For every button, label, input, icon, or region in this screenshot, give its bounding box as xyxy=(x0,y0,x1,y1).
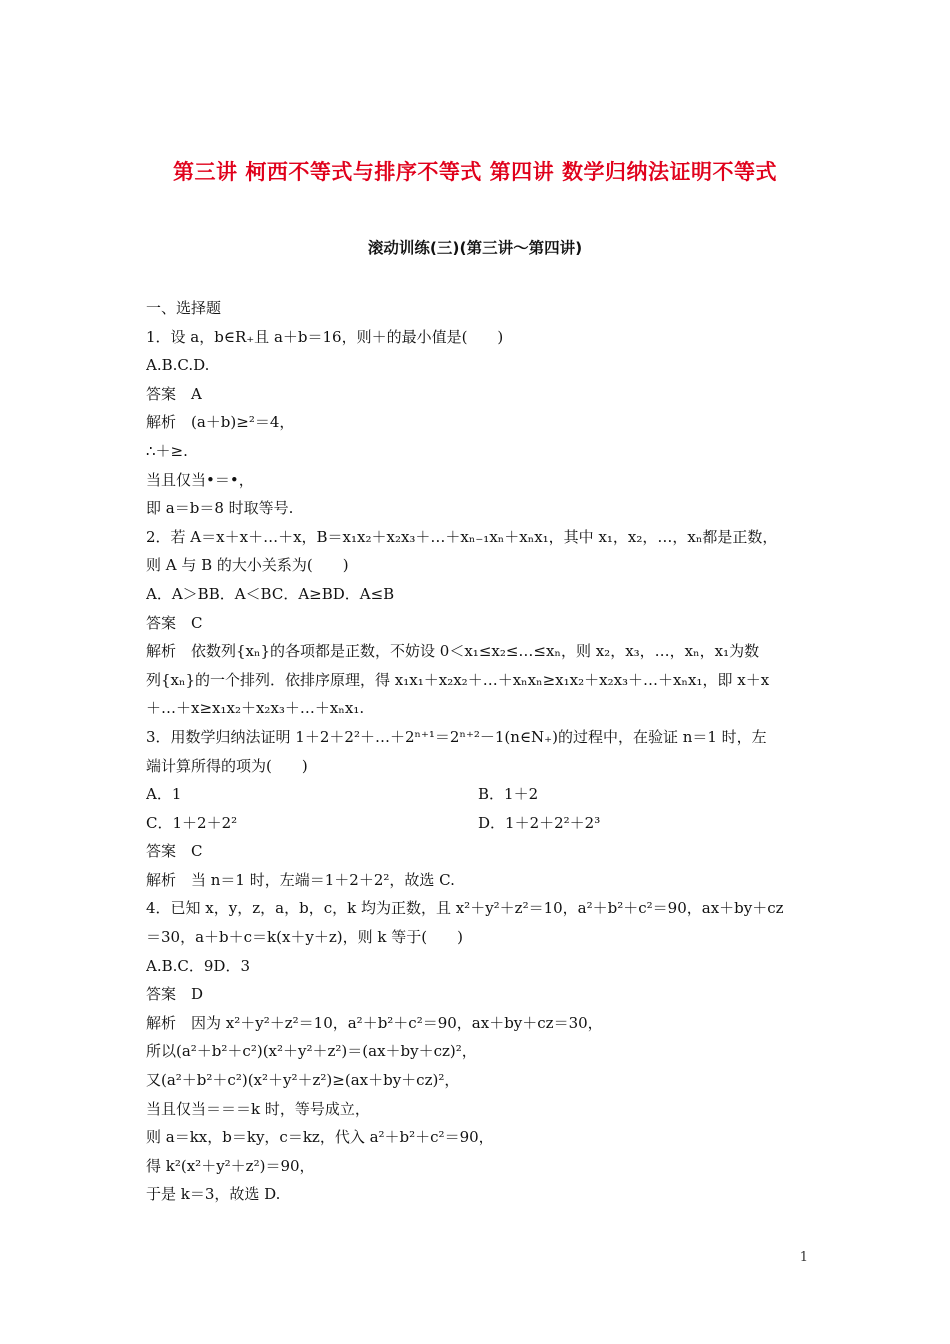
document-title: 第三讲 柯西不等式与排序不等式 第四讲 数学归纳法证明不等式 xyxy=(173,160,777,184)
question-1-options: A.B.C.D. xyxy=(146,356,210,375)
question-3: 3．用数学归纳法证明 1＋2＋2²＋…＋2ⁿ⁺¹＝2ⁿ⁺²－1(n∈N₊)的过程中，在验证 n＝1 时，左 xyxy=(146,727,767,746)
question-1-solution: ∴＋≥. xyxy=(146,441,188,460)
option-d: D．1＋2＋2²＋2³ xyxy=(478,813,601,832)
question-2-answer: 答案 C xyxy=(146,613,203,632)
question-4-answer: 答案 D xyxy=(146,985,204,1004)
question-4-solution: 当且仅当＝＝＝k 时，等号成立， xyxy=(146,1099,370,1118)
document-body xyxy=(146,294,810,1209)
question-2-solution: ＋…＋x≥x₁x₂＋x₂x₃＋…＋xₙx₁. xyxy=(146,699,365,718)
question-2-options: A．A＞BB．A＜BC．A≥BD．A≤B xyxy=(146,584,395,603)
question-4: 4．已知 x，y，z，a，b，c，k 均为正数，且 x²＋y²＋z²＝10，a²＋b²＋c²＝90，ax＋by＋cz xyxy=(146,899,784,918)
question-1-solution: 即 a＝b＝8 时取等号. xyxy=(146,499,294,518)
question-4-solution: 得 k²(x²＋y²＋z²)＝90， xyxy=(146,1156,315,1175)
question-2-solution: 列{xₙ}的一个排列．依排序原理，得 x₁x₁＋x₂x₂＋…＋xₙxₙ≥x₁x₂＋x₂x₃＋…＋xₙx₁，即 x＋x xyxy=(146,670,770,689)
question-4-solution: 则 a＝kx，b＝ky，c＝kz，代入 a²＋b²＋c²＝90， xyxy=(146,1128,494,1147)
question-3: 端计算所得的项为( ) xyxy=(146,756,308,775)
question-1: 1．设 a，b∈R₊且 a＋b＝16，则＋的最小值是( ) xyxy=(146,327,504,346)
question-4-options: A.B.C．9D．3 xyxy=(146,956,250,975)
question-3-answer: 答案 C xyxy=(146,842,203,861)
question-2-solution: 解析 依数列{xₙ}的各项都是正数，不妨设 0＜x₁≤x₂≤…≤xₙ，则 x₂，x₃，…，xₙ，x₁为数 xyxy=(146,642,760,661)
section-heading: 一、选择题 xyxy=(146,299,222,317)
document-subtitle: 滚动训练(三)(第三讲～第四讲) xyxy=(367,239,583,257)
question-1-answer: 答案 A xyxy=(146,384,202,403)
question-1-solution: 当且仅当•＝•， xyxy=(146,470,254,489)
page-number: 1 xyxy=(799,1250,808,1265)
question-4: ＝30，a＋b＋c＝k(x＋y＋z)，则 k 等于( ) xyxy=(146,928,463,947)
question-3-options-row xyxy=(146,780,810,809)
question-4-solution: 解析 因为 x²＋y²＋z²＝10，a²＋b²＋c²＝90，ax＋by＋cz＝30， xyxy=(146,1013,603,1032)
option-c: C．1＋2＋2² xyxy=(146,813,238,832)
question-3-solution: 解析 当 n＝1 时，左端＝1＋2＋2²，故选 C. xyxy=(146,870,455,889)
question-1-solution: 解析 (a＋b)≥²＝4， xyxy=(146,413,295,432)
option-b: B．1＋2 xyxy=(478,785,539,804)
question-3-options-row xyxy=(146,809,810,838)
question-4-solution: 又(a²＋b²＋c²)(x²＋y²＋z²)≥(ax＋by＋cz)²， xyxy=(146,1071,460,1090)
question-4-solution: 所以(a²＋b²＋c²)(x²＋y²＋z²)＝(ax＋by＋cz)²， xyxy=(146,1042,477,1061)
option-a: A．1 xyxy=(146,785,182,804)
question-2: 则 A 与 B 的大小关系为( ) xyxy=(146,556,349,575)
question-2: 2．若 A＝x＋x＋…＋x，B＝x₁x₂＋x₂x₃＋…＋xₙ₋₁xₙ＋xₙx₁，其中 x₁，x₂，…，xₙ都是正数， xyxy=(146,527,778,546)
question-4-solution: 于是 k＝3，故选 D. xyxy=(146,1185,281,1204)
